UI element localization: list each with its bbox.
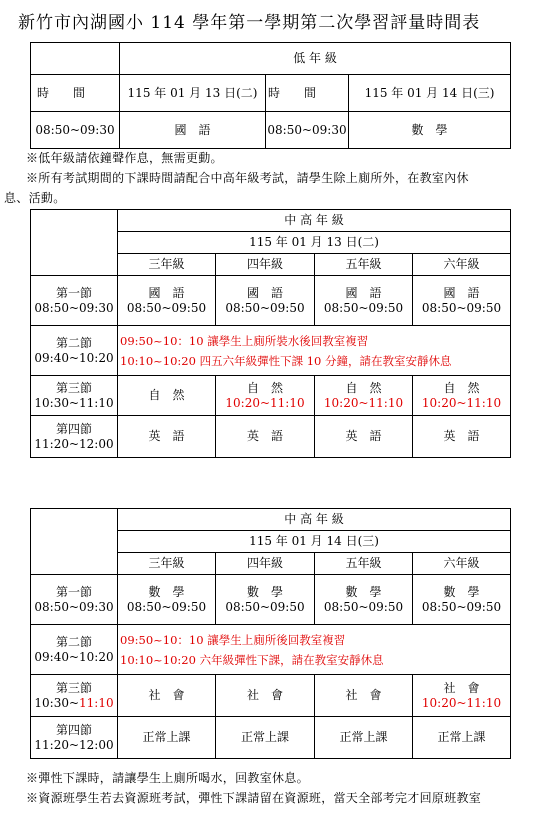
low-date-2: 115 年 01 月 14 日(三) [349, 75, 511, 112]
note-line: ※低年級請依鐘聲作息，無需更動。 [26, 151, 223, 165]
grade-4: 四年級 [216, 254, 315, 276]
exam-cell: 正常上課 [216, 717, 315, 759]
low-grade-header: 低 年 級 [120, 43, 511, 75]
day1-table [30, 209, 511, 458]
exam-cell: 自 然 10:20~11:10 [216, 376, 315, 416]
exam-cell: 英 語 [315, 416, 413, 458]
exam-cell: 數 學 08:50~09:50 [315, 575, 413, 625]
exam-cell: 自 然 10:20~11:10 [413, 376, 511, 416]
break-note: 09:50~10：10 讓學生上廁所裝水後回教室複習 10:10~10:20 四五六年級彈性下課 10 分鐘，請在教室安靜休息 [118, 326, 511, 376]
note-line: ※彈性下課時，請讓學生上廁所喝水，回教室休息。 [26, 771, 309, 785]
exam-cell: 自 然 [118, 376, 216, 416]
grade-5: 五年級 [315, 254, 413, 276]
period-3: 第三節 10:30~11:10 [31, 376, 118, 416]
exam-cell: 正常上課 [315, 717, 413, 759]
exam-cell: 國 語 08:50~09:50 [315, 276, 413, 326]
note-line: ※所有考試期間的下課時間請配合中高年級考試，請學生除上廁所外，在教室內休 [26, 171, 469, 185]
low-slot-1: 08:50~09:30 [31, 112, 120, 149]
period-4: 第四節 11:20~12:00 [31, 717, 118, 759]
grade-5: 五年級 [315, 553, 413, 575]
exam-cell: 英 語 [118, 416, 216, 458]
break-note: 09:50~10：10 讓學生上廁所後回教室複習 10:10~10:20 六年級彈性下課，請在教室安靜休息 [118, 625, 511, 675]
low-subject-2: 數 學 [349, 112, 511, 149]
notes-low [4, 148, 469, 208]
grade-6: 六年級 [413, 254, 511, 276]
day2-date: 115 年 01 月 14 日(三) [118, 531, 511, 553]
exam-cell: 數 學 08:50~09:50 [413, 575, 511, 625]
low-slot-2: 08:50~09:30 [266, 112, 349, 149]
exam-cell: 國 語 08:50~09:50 [118, 276, 216, 326]
period-3: 第三節 10:30~11:10 [31, 675, 118, 717]
exam-cell: 社 會 [216, 675, 315, 717]
exam-cell: 正常上課 [413, 717, 511, 759]
exam-cell: 社 會 10:20~11:10 [413, 675, 511, 717]
day1-date: 115 年 01 月 13 日(二) [118, 232, 511, 254]
low-subject-1: 國 語 [120, 112, 266, 149]
low-date-1: 115 年 01 月 13 日(二) [120, 75, 266, 112]
grade-4: 四年級 [216, 553, 315, 575]
page-title: 新竹市內湖國小 114 學年第一學期第二次學習評量時間表 [18, 13, 481, 33]
time-label-2: 時 間 [266, 75, 349, 112]
period-2: 第二節 09:40~10:20 [31, 625, 118, 675]
exam-cell: 社 會 [118, 675, 216, 717]
time-label: 時 間 [31, 75, 120, 112]
grade-3: 三年級 [118, 254, 216, 276]
low-grade-table [30, 42, 511, 149]
exam-cell: 正常上課 [118, 717, 216, 759]
exam-cell: 國 語 08:50~09:50 [216, 276, 315, 326]
day1-header: 中 高 年 級 [118, 210, 511, 232]
exam-cell: 國 語 08:50~09:50 [413, 276, 511, 326]
period-1: 第一節 08:50~09:30 [31, 575, 118, 625]
note-line: 息、活動。 [4, 191, 66, 205]
exam-cell: 自 然 10:20~11:10 [315, 376, 413, 416]
exam-cell: 英 語 [216, 416, 315, 458]
grade-6: 六年級 [413, 553, 511, 575]
note-line: ※資源班學生若去資源班考試，彈性下課請留在資源班，當天全部考完才回原班教室 [26, 791, 482, 805]
exam-cell: 社 會 [315, 675, 413, 717]
exam-cell: 數 學 08:50~09:50 [118, 575, 216, 625]
notes-bottom [26, 768, 481, 808]
exam-cell: 數 學 08:50~09:50 [216, 575, 315, 625]
period-4: 第四節 11:20~12:00 [31, 416, 118, 458]
day2-header: 中 高 年 級 [118, 509, 511, 531]
grade-3: 三年級 [118, 553, 216, 575]
day2-table [30, 508, 511, 759]
period-1: 第一節 08:50~09:30 [31, 276, 118, 326]
period-2: 第二節 09:40~10:20 [31, 326, 118, 376]
exam-cell: 英 語 [413, 416, 511, 458]
